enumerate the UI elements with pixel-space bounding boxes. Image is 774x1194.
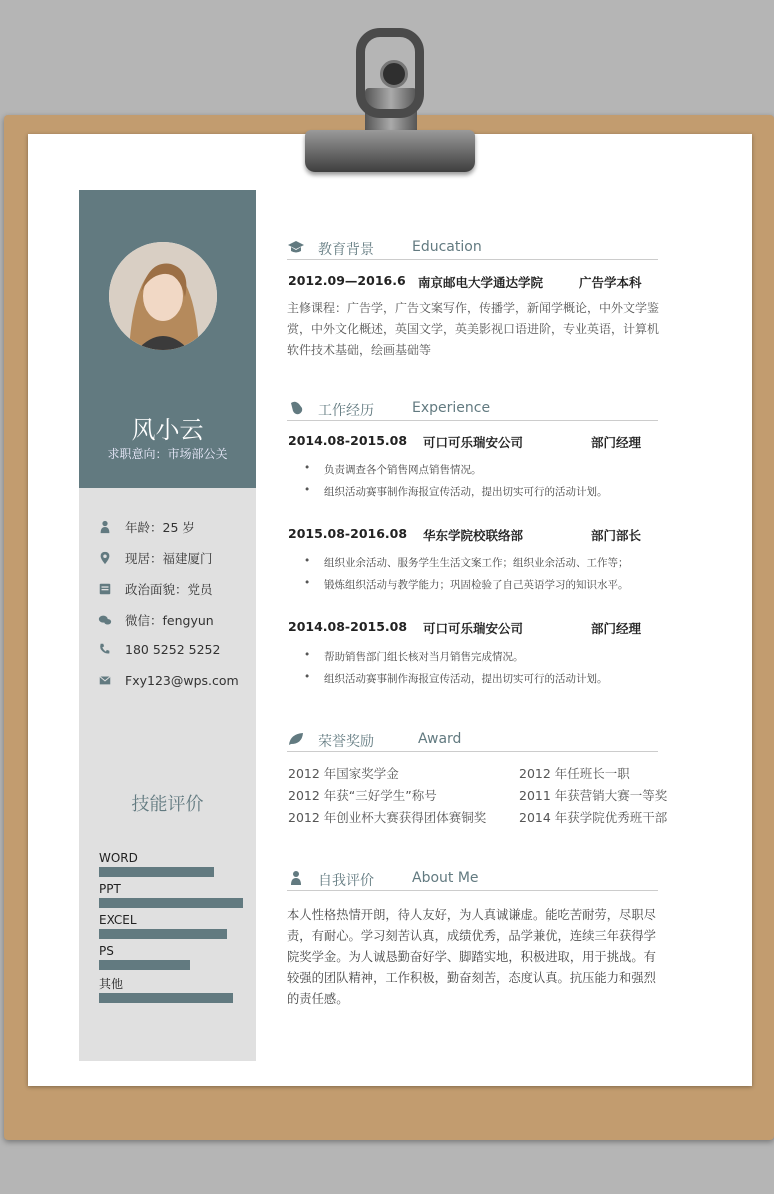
skill-label: PPT [99,882,121,896]
skill-label: EXCEL [99,913,137,927]
info-wechat: 微信：fengyun [97,611,214,629]
job-role: 部门经理 [591,621,642,636]
edu-description: 主修课程：广告学，广告文案写作，传播学，新闻学概论，中外文学鉴赏，中外文化概述，英国文学，英美影视口语进阶，专业英语，计算机软件技术基础，绘画基础等 [287,301,660,357]
info-age: 年龄：25 岁 [97,518,195,536]
skill-label: WORD [99,851,138,865]
job-company: 可口可乐瑞安公司 [423,621,524,636]
job-role: 部门部长 [591,528,642,543]
profile-header [79,190,256,488]
section-title-cn: 工作经历 [318,403,374,419]
experience-header [287,398,658,421]
mail-icon [97,673,113,687]
job-bullet: • 组织活动赛事制作海报宣传活动，提出切实可行的活动计划。 [308,484,608,499]
award-item: 2012 年国家奖学金 [288,766,399,781]
job-bullet: • 锻炼组织活动与教学能力；巩固检验了自己英语学习的知识水平。 [308,577,629,592]
section-title-en: About Me [412,870,479,886]
skill-label: 其他 [99,977,124,991]
skill-bar [99,867,214,877]
skill-bar [99,993,233,1003]
avatar [109,242,217,350]
section-title-cn: 教育背景 [318,242,374,258]
skills-title: 技能评价 [131,794,204,815]
sidebar [79,190,256,1061]
candidate-name: 风小云 [131,416,204,444]
info-location: 现居：福建厦门 [97,549,213,567]
job-company: 华东学院校联络部 [423,528,524,543]
skill-label: PS [99,944,114,958]
job-bullet: • 负责调查各个销售网点销售情况。 [308,462,482,477]
about-text: 本人性格热情开朗，待人友好，为人真诚谦虚。能吃苦耐劳，尽职尽责，有耐心。学习刻苦认真，成绩优秀，品学兼优，连续三年获得学院奖学金。为人诚恳勤奋好学、脚踏实地，积极进取，用于挑战。有较强的团队精神，工作积极，勤奋刻苦，态度认真。抗压能力和强烈的责任感。 [287,908,656,1006]
job-period: 2014.08-2015.08 [288,619,408,634]
job-role: 部门经理 [591,435,642,450]
education-header [287,237,658,260]
job-period: 2014.08-2015.08 [288,433,408,448]
job-intent: 求职意向：市场部公关 [107,447,228,461]
award-item: 2011 年获营销大赛一等奖 [519,788,668,803]
info-phone: 180 5252 5252 [97,642,220,657]
skill-bar [99,960,190,970]
skill-bar [99,898,243,908]
about-header [287,868,658,891]
award-item: 2012 年获“三好学生”称号 [288,788,437,803]
location-icon [97,551,113,565]
award-item: 2014 年获学院优秀班干部 [519,810,668,825]
section-title-en: Education [412,239,482,255]
person-icon [287,870,305,886]
info-politics: 政治面貌：党员 [97,580,213,598]
person-icon [97,520,113,534]
section-title-cn: 自我评价 [318,873,374,889]
job-bullet: • 帮助销售部门组长核对当月销售完成情况。 [308,649,524,664]
clip-body [305,130,475,172]
award-header [287,729,658,752]
phone-icon [97,642,113,656]
award-item: 2012 年创业杯大赛获得团体赛铜奖 [288,810,487,825]
graduation-cap-icon [287,239,305,255]
job-period: 2015.08-2016.08 [288,526,408,541]
section-title-cn: 荣誉奖励 [318,734,374,750]
job-bullet: • 组织业余活动、服务学生生活文案工作；组织业余活动、工作等； [308,555,629,570]
info-email: Fxy123@wps.com [97,673,239,688]
edu-period: 2012.09—2016.6 [288,273,406,288]
edu-school: 南京邮电大学通达学院 [418,275,544,290]
award-item: 2012 年任班长一职 [519,766,630,781]
wechat-icon [97,613,113,627]
section-title-en: Award [418,731,462,747]
edu-degree: 广告学本科 [579,275,642,290]
job-company: 可口可乐瑞安公司 [423,435,524,450]
id-card-icon [97,582,113,596]
clip-hole [380,60,408,88]
section-title-en: Experience [412,400,491,416]
job-bullet: • 组织活动赛事制作海报宣传活动，提出切实可行的活动计划。 [308,671,608,686]
mouse-icon [287,400,305,416]
leaf-icon [287,731,305,747]
skill-bar [99,929,227,939]
